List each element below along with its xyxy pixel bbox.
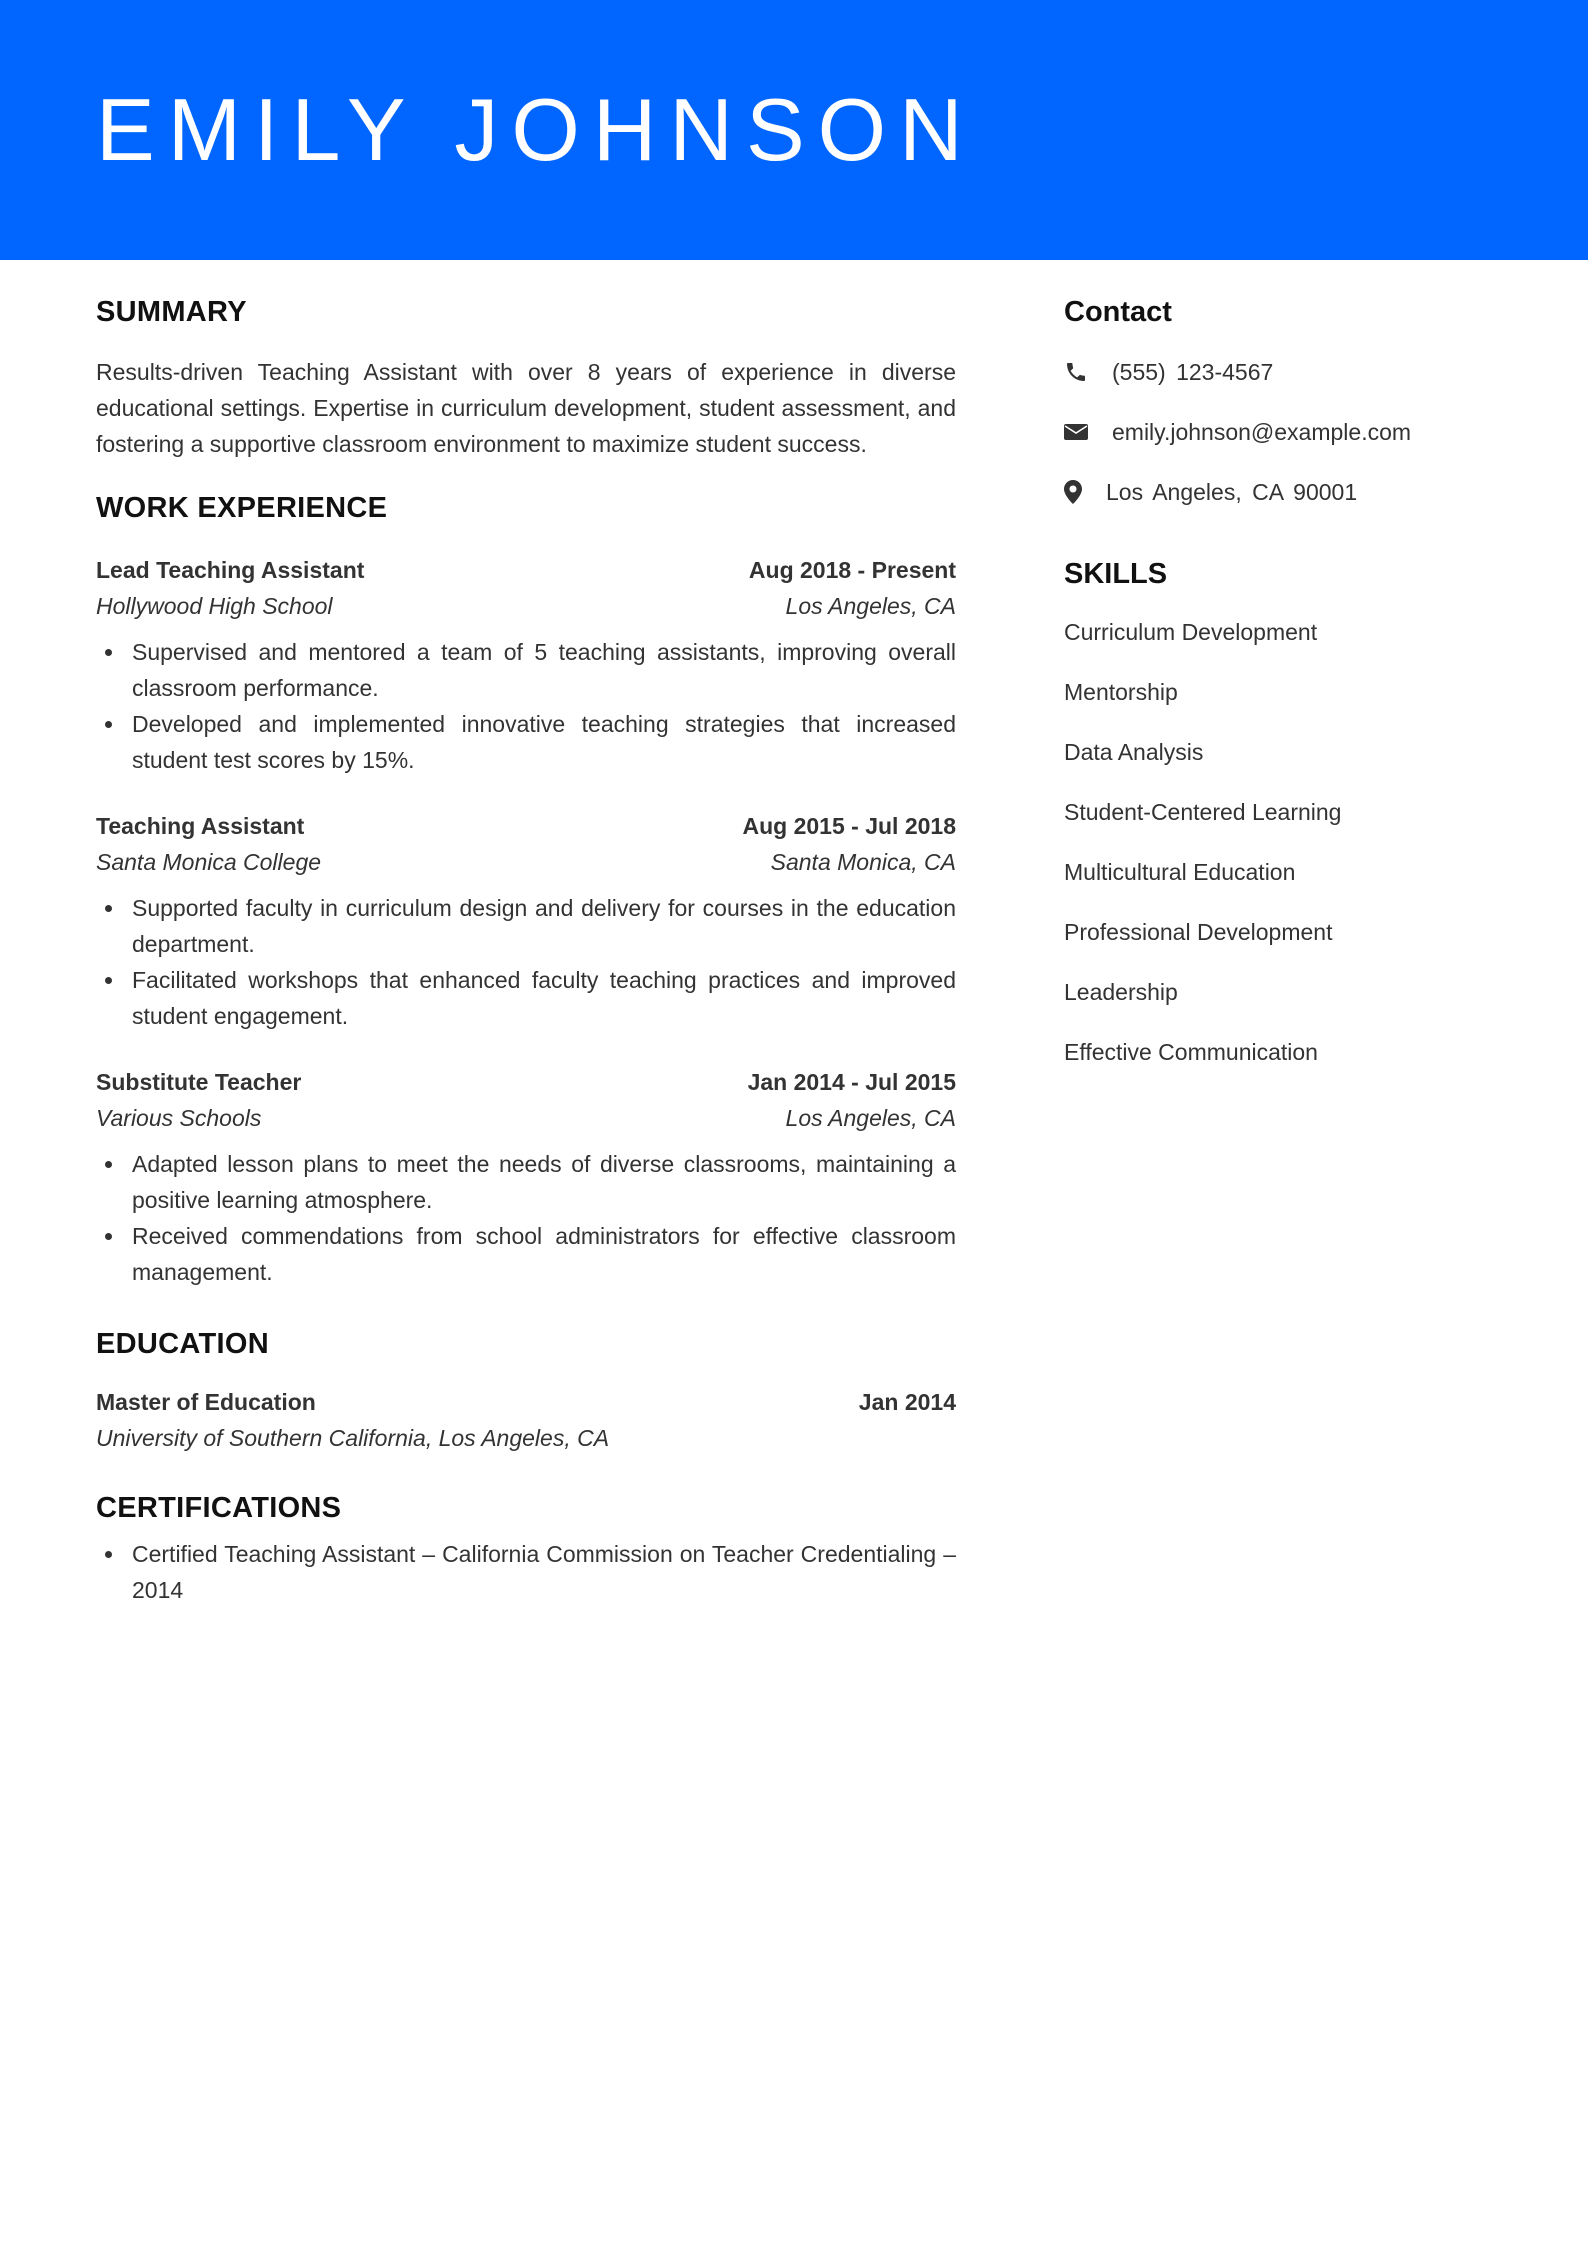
skills-heading: SKILLS [1064,558,1168,590]
skill-item: Student-Centered Learning [1064,799,1342,825]
job-location: Los Angeles, CA [785,1105,956,1131]
skills-list [1064,614,1524,1070]
header-banner [0,0,1588,260]
list-item: Certified Teaching Assistant – California Commission on Teacher Credentialing – 2014 [96,1536,956,1608]
list-item: Supervised and mentored a team of 5 teaching assistants, improving overall classroom performance. [96,634,956,706]
job-dates: Aug 2015 - Jul 2018 [742,813,956,839]
skill-item: Data Analysis [1064,739,1204,765]
phone-icon [1064,358,1092,386]
envelope-icon [1064,418,1092,446]
job-role: Teaching Assistant [96,813,305,839]
list-item: Adapted lesson plans to meet the needs of diverse classrooms, maintaining a positive learning atmosphere. [96,1146,956,1218]
school: University of Southern California, Los Angeles, CA [96,1425,610,1451]
skill-item: Multicultural Education [1064,859,1296,885]
certifications-list [96,1536,956,1608]
contact-list [1064,354,1524,510]
job-entry [96,1064,956,1290]
job-organization: Hollywood High School [96,593,333,619]
location-text: Los Angeles, CA 90001 [1106,478,1358,505]
list-item: Received commendations from school administrators for effective classroom management. [96,1218,956,1290]
job-entry [96,552,956,778]
certifications-heading: CERTIFICATIONS [96,1492,342,1524]
map-pin-icon [1064,478,1086,506]
job-location: Los Angeles, CA [785,593,956,619]
job-role: Substitute Teacher [96,1069,302,1095]
contact-location [1064,474,1524,510]
job-bullets [96,890,956,1034]
candidate-name: EMILY JOHNSON [96,80,976,179]
skill-item: Professional Development [1064,919,1333,945]
list-item: Facilitated workshops that enhanced faculty teaching practices and improved student engagement. [96,962,956,1034]
skill-item: Curriculum Development [1064,619,1318,645]
sidebar-column [1064,294,1524,1094]
job-role: Lead Teaching Assistant [96,557,365,583]
education-heading: EDUCATION [96,1328,269,1360]
contact-email [1064,414,1524,450]
job-organization: Santa Monica College [96,849,322,875]
skill-item: Leadership [1064,979,1178,1005]
list-item: Developed and implemented innovative teaching strategies that increased student test scores by 15%. [96,706,956,778]
skill-item: Effective Communication [1064,1039,1318,1065]
skill-item: Mentorship [1064,679,1178,705]
job-location: Santa Monica, CA [770,849,956,875]
contact-phone [1064,354,1524,390]
job-organization: Various Schools [96,1105,262,1131]
education-entry [96,1384,956,1456]
email-link[interactable]: emily.johnson@example.com [1112,418,1412,445]
work-experience-heading: WORK EXPERIENCE [96,492,388,524]
list-item: Supported faculty in curriculum design and delivery for courses in the education department. [96,890,956,962]
job-dates: Jan 2014 - Jul 2015 [747,1069,956,1095]
summary-text: Results-driven Teaching Assistant with over 8 years of experience in diverse educational settings. Expertise in curriculum development, student assessment, and fostering a supportive classroom environment to maximize student success. [96,359,956,457]
phone-number[interactable]: (555) 123-4567 [1112,358,1274,385]
job-entry [96,808,956,1034]
job-dates: Aug 2018 - Present [748,557,956,583]
degree: Master of Education [96,1389,316,1415]
contact-heading: Contact [1064,296,1172,328]
job-bullets [96,634,956,778]
main-column [96,294,956,1608]
job-bullets [96,1146,956,1290]
degree-date: Jan 2014 [858,1389,956,1415]
summary-heading: SUMMARY [96,296,247,328]
